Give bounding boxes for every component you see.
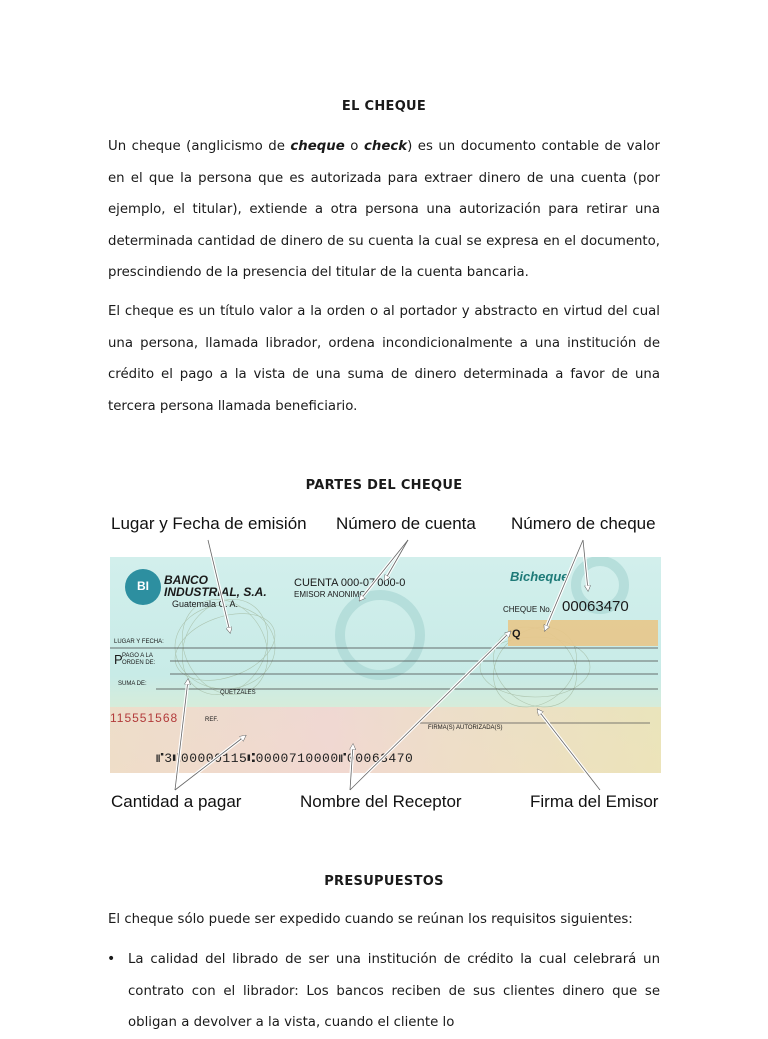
check-account-holder: EMISOR ANONIMO [294,590,366,599]
term-check: check [363,139,408,154]
check-number-label: CHEQUE No. [503,605,552,614]
check-micr-line: ⑈3⑆00000115⑆0000710000⑈00063470 [156,751,414,766]
check-pago-label-2: ORDEN DE: [122,660,156,666]
label-firma: Firma del Emisor [530,792,659,811]
check-serial: 115551568 [110,711,179,725]
check-ref: REF. [205,717,219,723]
label-numero-cheque: Número de cheque [511,514,656,533]
check-suma-label: SUMA DE: [118,681,147,687]
check-bank-name-2: INDUSTRIAL, S.A. [164,585,267,599]
check-image [110,557,661,773]
list-item-text: La calidad del librado de ser una institución de crédito la cual celebrará un contrato con el librador: Los bancos reciben de sus clientes dinero que se obligan a devolver a la vista, cuando el cliente lo [128,952,660,1030]
list-item [107,944,660,1039]
check-number: 00063470 [562,598,629,615]
term-cheque: cheque [290,139,345,154]
intro-text-c: ) es un documento contable de valor en el que la persona que es autorizada para extraer dinero de una cuenta (por ejemplo, el titular), extiende a otra persona una autorización para retirar una determinada cantidad de dinero de su cuenta la cual se expresa en el documento, prescindiendo de la presencia del titular de la cuenta bancaria. [108,139,660,280]
check-quetzales-label: QUETZALES [220,690,256,696]
intro-text-b: o [344,139,364,154]
check-pago-initial: P [114,652,123,667]
label-cantidad: Cantidad a pagar [111,792,242,811]
check-pago-label-1: PAGO A LA [122,653,153,659]
check-brand: Bicheque [510,569,569,584]
check-lugar-label: LUGAR Y FECHA: [114,639,164,645]
intro-paragraph-1 [108,131,660,289]
check-bank-name-1: BANCO [164,573,208,587]
intro-text-a: Un cheque (anglicismo de [108,139,291,154]
label-receptor: Nombre del Receptor [300,792,462,811]
page-title: EL CHEQUE [341,99,427,114]
bullet-icon: • [107,951,116,967]
label-lugar-fecha: Lugar y Fecha de emisión [111,514,307,533]
parts-heading: PARTES DEL CHEQUE [305,478,463,493]
intro-paragraph-2: El cheque es un título valor a la orden o al portador y abstracto en virtud del cual una persona, llamada librador, ordena incondicionalmente a una institución de crédito el pago a la vista de una suma de dinero determinada a favor de una tercera persona llamada beneficiario. [108,304,660,414]
presupuestos-heading: PRESUPUESTOS [324,874,444,889]
check-signature-label: FIRMA(S) AUTORIZADA(S) [428,725,503,731]
check-bank-city: Guatemala C. A. [172,599,239,609]
presupuestos-intro: El cheque sólo puede ser expedido cuando se reúnan los requisitos siguientes: [108,912,633,927]
check-account-number: CUENTA 000-07'000-0 [294,577,406,589]
label-numero-cuenta: Número de cuenta [336,514,476,533]
check-q-symbol: Q [512,628,521,640]
check-bank-logo-text: BI [137,579,149,593]
